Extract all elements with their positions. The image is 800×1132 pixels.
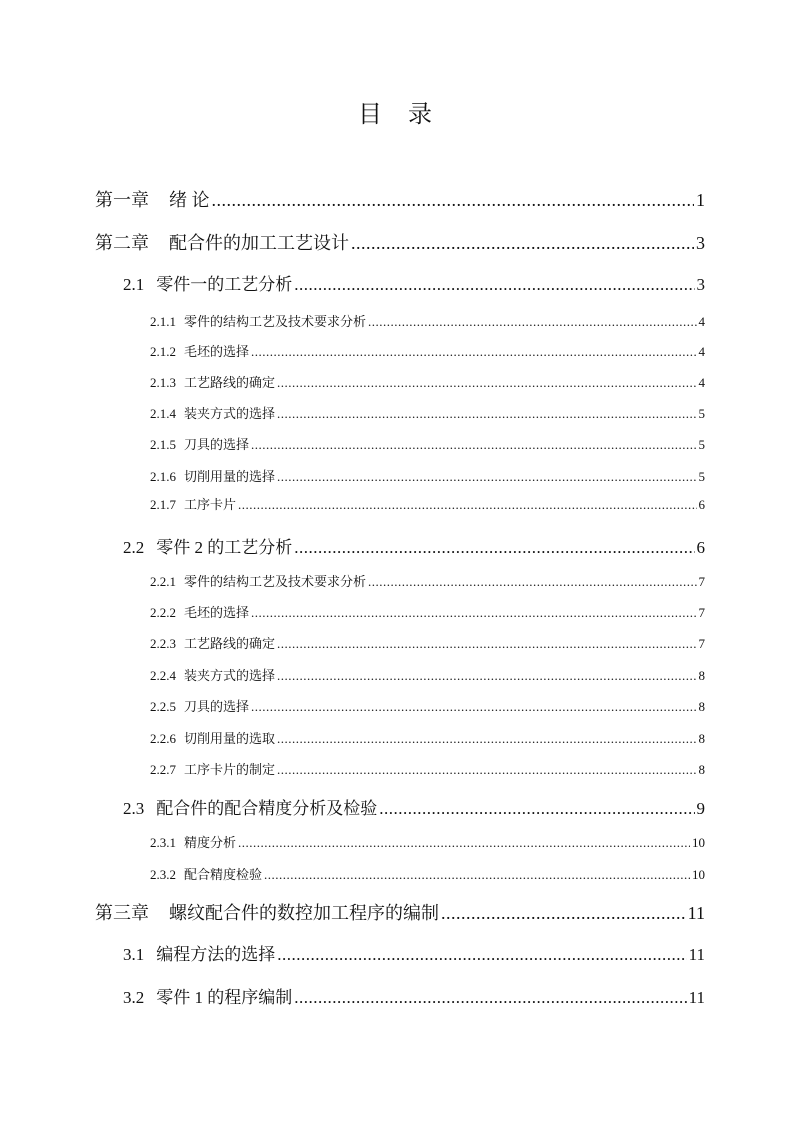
toc-entry[interactable] — [123, 940, 705, 965]
toc-entry-title: 零件一的工艺分析 — [156, 275, 293, 294]
toc-title: 目 录 — [358, 102, 442, 128]
toc-entry-title: 毛坯的选择 — [184, 344, 250, 359]
toc-entry-title: 配合件的配合精度分析及检验 — [156, 799, 378, 818]
toc-entry-title: 螺纹配合件的数控加工程序的编制 — [169, 903, 439, 923]
toc-entry-page: 9 — [696, 799, 705, 818]
toc-entry-title: 工艺路线的确定 — [184, 375, 276, 390]
toc-entry-number: 3.1 — [123, 945, 145, 964]
toc-entry-page: 8 — [698, 731, 705, 746]
toc-entry[interactable] — [150, 728, 705, 747]
toc-entry-number: 2.2.5 — [150, 699, 176, 714]
toc-entry-page: 4 — [698, 314, 705, 329]
toc-entry[interactable] — [123, 794, 705, 819]
toc-entry-title: 零件 2 的工艺分析 — [156, 538, 293, 557]
toc-entry-page: 8 — [698, 762, 705, 777]
toc-entry[interactable] — [150, 403, 705, 422]
toc-entry-title: 装夹方式的选择 — [184, 406, 276, 421]
toc-dot-leader — [351, 233, 694, 254]
toc-entry-number: 2.3.1 — [150, 835, 176, 850]
toc-dot-leader — [277, 668, 696, 684]
toc-entry-page: 5 — [698, 406, 705, 421]
toc-entry-page: 4 — [698, 344, 705, 359]
toc-entry-title: 精度分析 — [184, 835, 237, 850]
toc-entry-title: 工序卡片的制定 — [184, 762, 276, 777]
toc-dot-leader — [277, 469, 696, 485]
toc-dot-leader — [251, 605, 696, 621]
toc-entry-title: 装夹方式的选择 — [184, 668, 276, 683]
toc-entry-number: 2.1.7 — [150, 497, 176, 512]
toc-entry[interactable] — [150, 696, 705, 715]
toc-dot-leader — [379, 799, 694, 819]
toc-entry-title: 刀具的选择 — [184, 699, 250, 714]
toc-entry-title: 配合件的加工工艺设计 — [169, 233, 349, 253]
toc-entry[interactable] — [150, 633, 705, 652]
toc-entry-number: 2.2 — [123, 538, 145, 557]
toc-entry[interactable] — [150, 372, 705, 391]
toc-entry-title: 工艺路线的确定 — [184, 636, 276, 651]
toc-entry-page: 10 — [692, 835, 705, 850]
toc-entry-title: 绪 论 — [169, 190, 210, 210]
toc-dot-leader — [251, 699, 696, 715]
toc-entry-number: 2.1.1 — [150, 314, 176, 329]
toc-entry-number: 2.2.7 — [150, 762, 176, 777]
toc-entry-title: 零件 1 的程序编制 — [156, 988, 293, 1007]
toc-entry-title: 工序卡片 — [184, 497, 237, 512]
toc-dot-leader — [238, 497, 696, 513]
toc-entry[interactable] — [123, 270, 705, 295]
toc-entry-title: 毛坯的选择 — [184, 605, 250, 620]
toc-entry[interactable] — [150, 434, 705, 453]
toc-entry[interactable] — [123, 983, 705, 1008]
toc-entry-page: 7 — [698, 574, 705, 589]
toc-entry-title: 切削用量的选取 — [184, 731, 276, 746]
toc-entry[interactable] — [150, 665, 705, 684]
toc-dot-leader — [368, 574, 696, 590]
toc-dot-leader — [294, 538, 694, 558]
toc-entry-number: 2.2.4 — [150, 668, 176, 683]
toc-entry-number: 2.1.6 — [150, 469, 176, 484]
toc-entry[interactable] — [150, 341, 705, 360]
toc-entry-page: 11 — [688, 988, 705, 1007]
toc-entry-title: 零件的结构工艺及技术要求分析 — [184, 574, 367, 589]
toc-entry[interactable] — [150, 494, 705, 513]
toc-entry-number: 2.2.2 — [150, 605, 176, 620]
toc-entry[interactable] — [150, 311, 705, 330]
toc-entry-page: 6 — [696, 538, 705, 557]
toc-entry[interactable] — [95, 229, 705, 255]
toc-entry-number: 第一章 — [95, 190, 149, 210]
toc-entry-number: 2.3.2 — [150, 867, 176, 882]
toc-entry[interactable] — [150, 466, 705, 485]
toc-entry-page: 1 — [696, 190, 705, 210]
toc-entry-title: 配合精度检验 — [184, 867, 263, 882]
toc-entry-page: 8 — [698, 668, 705, 683]
toc-entry-title: 刀具的选择 — [184, 437, 250, 452]
toc-entry-page: 11 — [687, 903, 705, 923]
toc-entry-number: 2.1.5 — [150, 437, 176, 452]
toc-entry-number: 2.2.6 — [150, 731, 176, 746]
toc-entry[interactable] — [150, 759, 705, 778]
toc-entry-page: 3 — [696, 275, 705, 294]
toc-entry[interactable] — [123, 533, 705, 558]
toc-dot-leader — [277, 406, 696, 422]
toc-dot-leader — [277, 636, 696, 652]
toc-entry[interactable] — [150, 571, 705, 590]
toc-entry[interactable] — [150, 602, 705, 621]
toc-entry-page: 11 — [688, 945, 705, 964]
toc-dot-leader — [238, 835, 690, 851]
toc-dot-leader — [212, 190, 695, 211]
toc-entry-page: 4 — [698, 375, 705, 390]
toc-entry-page: 6 — [698, 497, 705, 512]
toc-dot-leader — [251, 344, 696, 360]
toc-entry-page: 5 — [698, 437, 705, 452]
toc-dot-leader — [251, 437, 696, 453]
toc-entry-page: 3 — [696, 233, 705, 253]
toc-entry-title: 编程方法的选择 — [156, 945, 276, 964]
toc-entry-title: 切削用量的选择 — [184, 469, 276, 484]
toc-entry-page: 7 — [698, 605, 705, 620]
toc-entry[interactable] — [95, 899, 705, 925]
toc-entry-number: 2.2.1 — [150, 574, 176, 589]
toc-entry-number: 2.1.4 — [150, 406, 176, 421]
toc-entry[interactable] — [150, 864, 705, 883]
toc-entry-number: 2.2.3 — [150, 636, 176, 651]
toc-entry-number: 2.3 — [123, 799, 145, 818]
toc-dot-leader — [277, 731, 696, 747]
toc-entry-page: 7 — [698, 636, 705, 651]
toc-dot-leader — [441, 903, 686, 924]
toc-entry-number: 3.2 — [123, 988, 145, 1007]
toc-entry-page: 5 — [698, 469, 705, 484]
toc-entry-title: 零件的结构工艺及技术要求分析 — [184, 314, 367, 329]
toc-entry[interactable] — [150, 832, 705, 851]
toc-entry-number: 第二章 — [95, 233, 149, 253]
toc-entry-page: 10 — [692, 867, 705, 882]
toc-entry[interactable] — [95, 186, 705, 212]
toc-entry-page: 8 — [698, 699, 705, 714]
toc-dot-leader — [277, 762, 696, 778]
toc-entry-number: 2.1 — [123, 275, 145, 294]
toc-dot-leader — [294, 275, 694, 295]
toc-dot-leader — [264, 867, 690, 883]
toc-entry-number: 2.1.2 — [150, 344, 176, 359]
toc-dot-leader — [277, 375, 696, 391]
toc-dot-leader — [294, 988, 686, 1008]
toc-entry-number: 第三章 — [95, 903, 149, 923]
toc-dot-leader — [368, 314, 696, 330]
toc-entry-number: 2.1.3 — [150, 375, 176, 390]
toc-dot-leader — [277, 945, 686, 965]
